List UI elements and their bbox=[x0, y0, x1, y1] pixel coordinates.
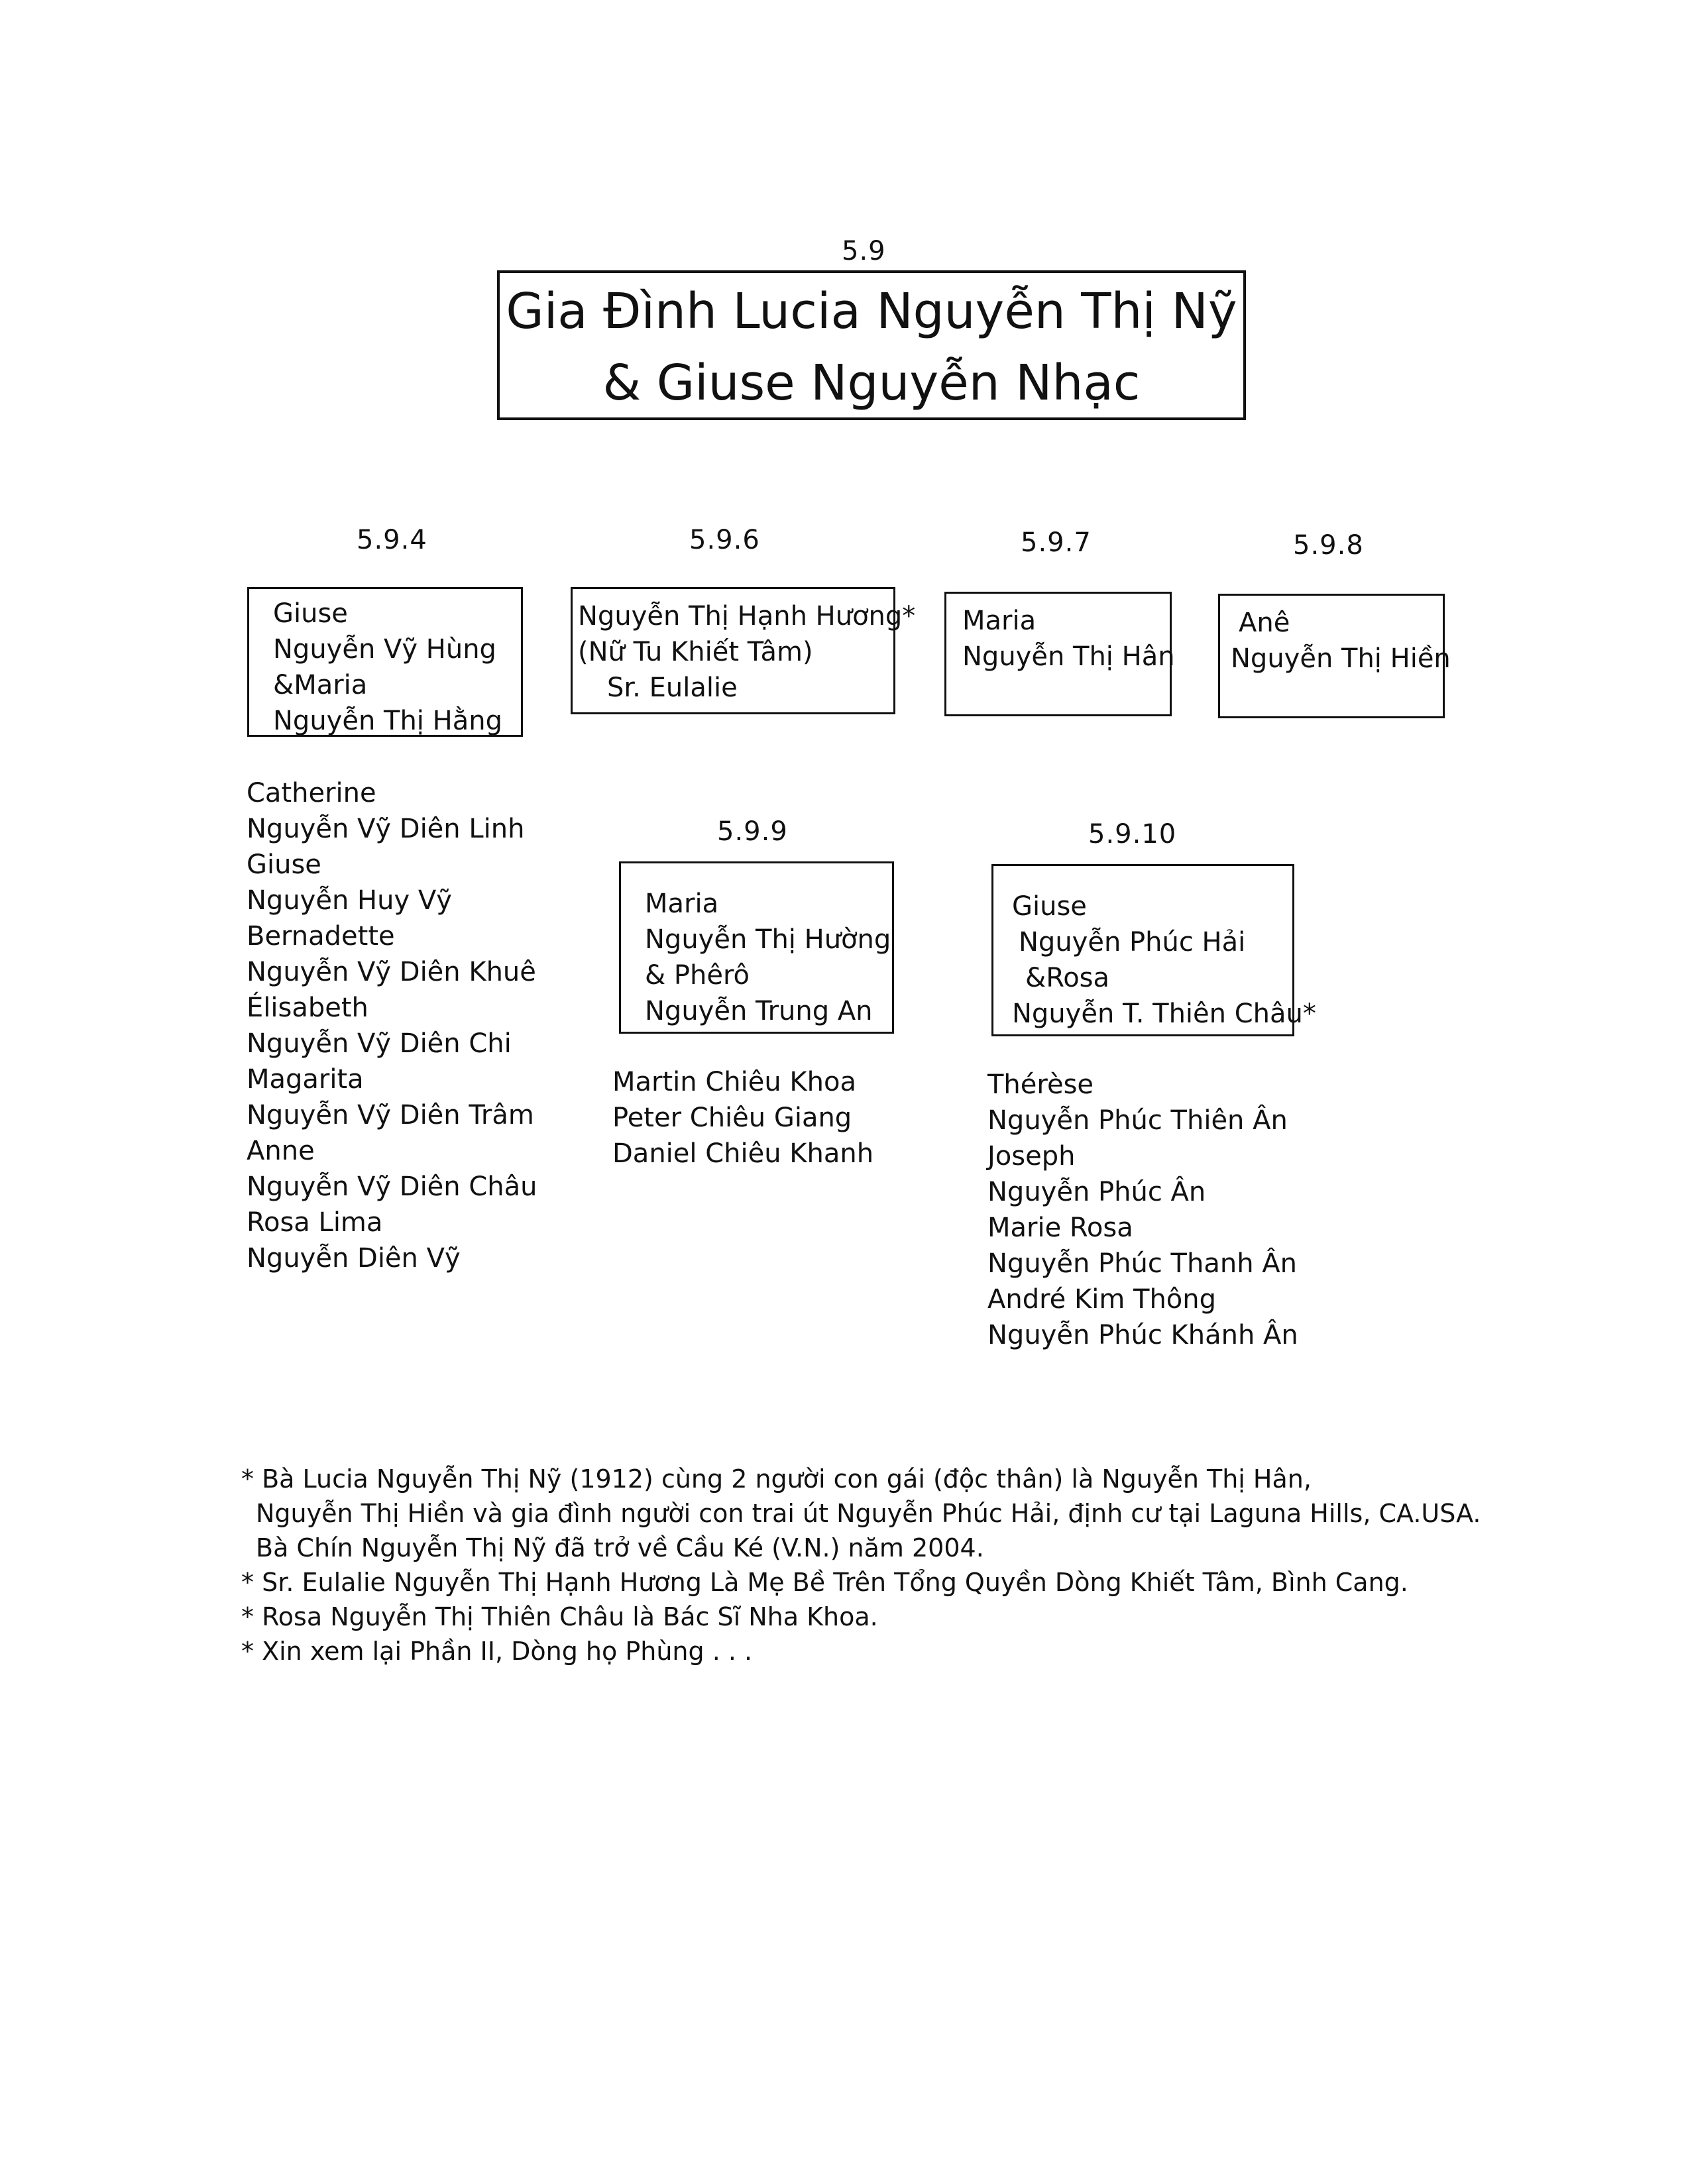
family-box-5-9-4 bbox=[247, 587, 523, 737]
footnote: Nguyễn Thị Hiền và gia đình người con trai út Nguyễn Phúc Hải, định cư tại Laguna Hills, CA.USA. bbox=[256, 1499, 1481, 1528]
family-title-line-2: & Giuse Nguyễn Nhạc bbox=[602, 355, 1141, 411]
box-line: Maria bbox=[645, 889, 719, 919]
child-name: Thérèse bbox=[987, 1069, 1094, 1100]
child-name: Anne bbox=[247, 1136, 315, 1166]
box-line: Nguyễn Thị Hằng bbox=[273, 706, 502, 736]
box-line: Giuse bbox=[273, 598, 348, 629]
family-box-5-9-8 bbox=[1218, 594, 1451, 718]
children-list-5-9-10 bbox=[987, 1067, 1298, 1353]
child-name: Daniel Chiêu Khanh bbox=[612, 1138, 874, 1169]
box-line: Sr. Eulalie bbox=[607, 673, 738, 703]
child-name: Nguyễn Phúc Ân bbox=[987, 1177, 1206, 1207]
box-line: Anê bbox=[1239, 608, 1290, 638]
family-number-5-9-7: 5.9.7 bbox=[1021, 527, 1092, 558]
box-line: (Nữ Tu Khiết Tâm) bbox=[578, 637, 813, 667]
footnote: * Rosa Nguyễn Thị Thiên Châu là Bác Sĩ Nha Khoa. bbox=[241, 1602, 878, 1631]
child-name: Nguyễn Vỹ Diên Châu bbox=[247, 1172, 537, 1202]
family-number-5-9-6: 5.9.6 bbox=[689, 525, 760, 555]
child-name: Giuse bbox=[247, 849, 321, 880]
children-list-5-9-4 bbox=[247, 775, 537, 1276]
box-line: Nguyễn Trung An bbox=[645, 996, 873, 1026]
child-name: Catherine bbox=[247, 778, 376, 808]
family-title-line-1: Gia Đình Lucia Nguyễn Thị Nỹ bbox=[506, 283, 1237, 340]
child-name: Peter Chiêu Giang bbox=[612, 1103, 852, 1133]
box-line: Nguyễn T. Thiên Châu* bbox=[1012, 999, 1316, 1029]
child-name: Magarita bbox=[247, 1064, 364, 1095]
family-box-5-9-10 bbox=[991, 864, 1316, 1036]
child-name: Nguyễn Diên Vỹ bbox=[247, 1243, 461, 1274]
child-name: Élisabeth bbox=[247, 993, 368, 1023]
footnote: * Bà Lucia Nguyễn Thị Nỹ (1912) cùng 2 người con gái (độc thân) là Nguyễn Thị Hân, bbox=[241, 1464, 1312, 1494]
box-line: Nguyễn Thị Hường bbox=[645, 924, 891, 955]
box-line: Nguyễn Thị Hiền bbox=[1231, 643, 1451, 674]
child-name: Joseph bbox=[987, 1141, 1076, 1172]
child-name: Nguyễn Vỹ Diên Khuê bbox=[247, 957, 536, 987]
family-title-box bbox=[497, 270, 1246, 420]
box-line: Nguyễn Phúc Hải bbox=[1019, 927, 1246, 957]
family-box-5-9-6 bbox=[571, 587, 916, 714]
footnote: * Sr. Eulalie Nguyễn Thị Hạnh Hương Là Mẹ Bề Trên Tổng Quyền Dòng Khiết Tâm, Bình Cang. bbox=[241, 1568, 1408, 1597]
family-number-5-9-9: 5.9.9 bbox=[717, 816, 788, 847]
child-name: Nguyễn Phúc Khánh Ân bbox=[987, 1320, 1298, 1350]
child-name: Rosa Lima bbox=[247, 1207, 383, 1238]
child-name: Bernadette bbox=[247, 921, 395, 952]
children-list-5-9-9 bbox=[612, 1064, 873, 1172]
footnote: Bà Chín Nguyễn Thị Nỹ đã trở về Cầu Ké (V.N.) năm 2004. bbox=[256, 1533, 984, 1562]
family-number-5-9-4: 5.9.4 bbox=[357, 525, 427, 555]
family-number-5-9-10: 5.9.10 bbox=[1088, 819, 1177, 849]
family-number-5-9-8: 5.9.8 bbox=[1293, 530, 1364, 561]
child-name: Marie Rosa bbox=[987, 1213, 1133, 1243]
box-line: Giuse bbox=[1012, 891, 1087, 922]
child-name: Nguyễn Vỹ Diên Chi bbox=[247, 1028, 512, 1059]
child-name: Martin Chiêu Khoa bbox=[612, 1067, 856, 1097]
box-line: & Phêrô bbox=[645, 960, 750, 991]
box-line: Maria bbox=[962, 606, 1037, 636]
footnotes bbox=[241, 1462, 1481, 1668]
family-box-5-9-9 bbox=[619, 861, 894, 1034]
family-box-5-9-7 bbox=[944, 592, 1175, 716]
child-name: Nguyễn Vỹ Diên Trâm bbox=[247, 1100, 534, 1130]
child-name: Nguyễn Phúc Thanh Ân bbox=[987, 1248, 1297, 1279]
child-name: Nguyễn Phúc Thiên Ân bbox=[987, 1105, 1288, 1136]
box-line: &Maria bbox=[273, 670, 368, 700]
box-line: &Rosa bbox=[1025, 963, 1110, 993]
child-name: Nguyễn Huy Vỹ bbox=[247, 885, 452, 916]
box-line: Nguyễn Thị Hân bbox=[962, 641, 1175, 672]
box-line: Nguyễn Thị Hạnh Hương* bbox=[578, 601, 916, 631]
child-name: André Kim Thông bbox=[987, 1284, 1217, 1315]
box-line: Nguyễn Vỹ Hùng bbox=[273, 634, 496, 665]
section-number: 5.9 bbox=[842, 236, 886, 266]
child-name: Nguyễn Vỹ Diên Linh bbox=[247, 814, 525, 844]
footnote: * Xin xem lại Phần II, Dòng họ Phùng . . . bbox=[241, 1637, 753, 1666]
